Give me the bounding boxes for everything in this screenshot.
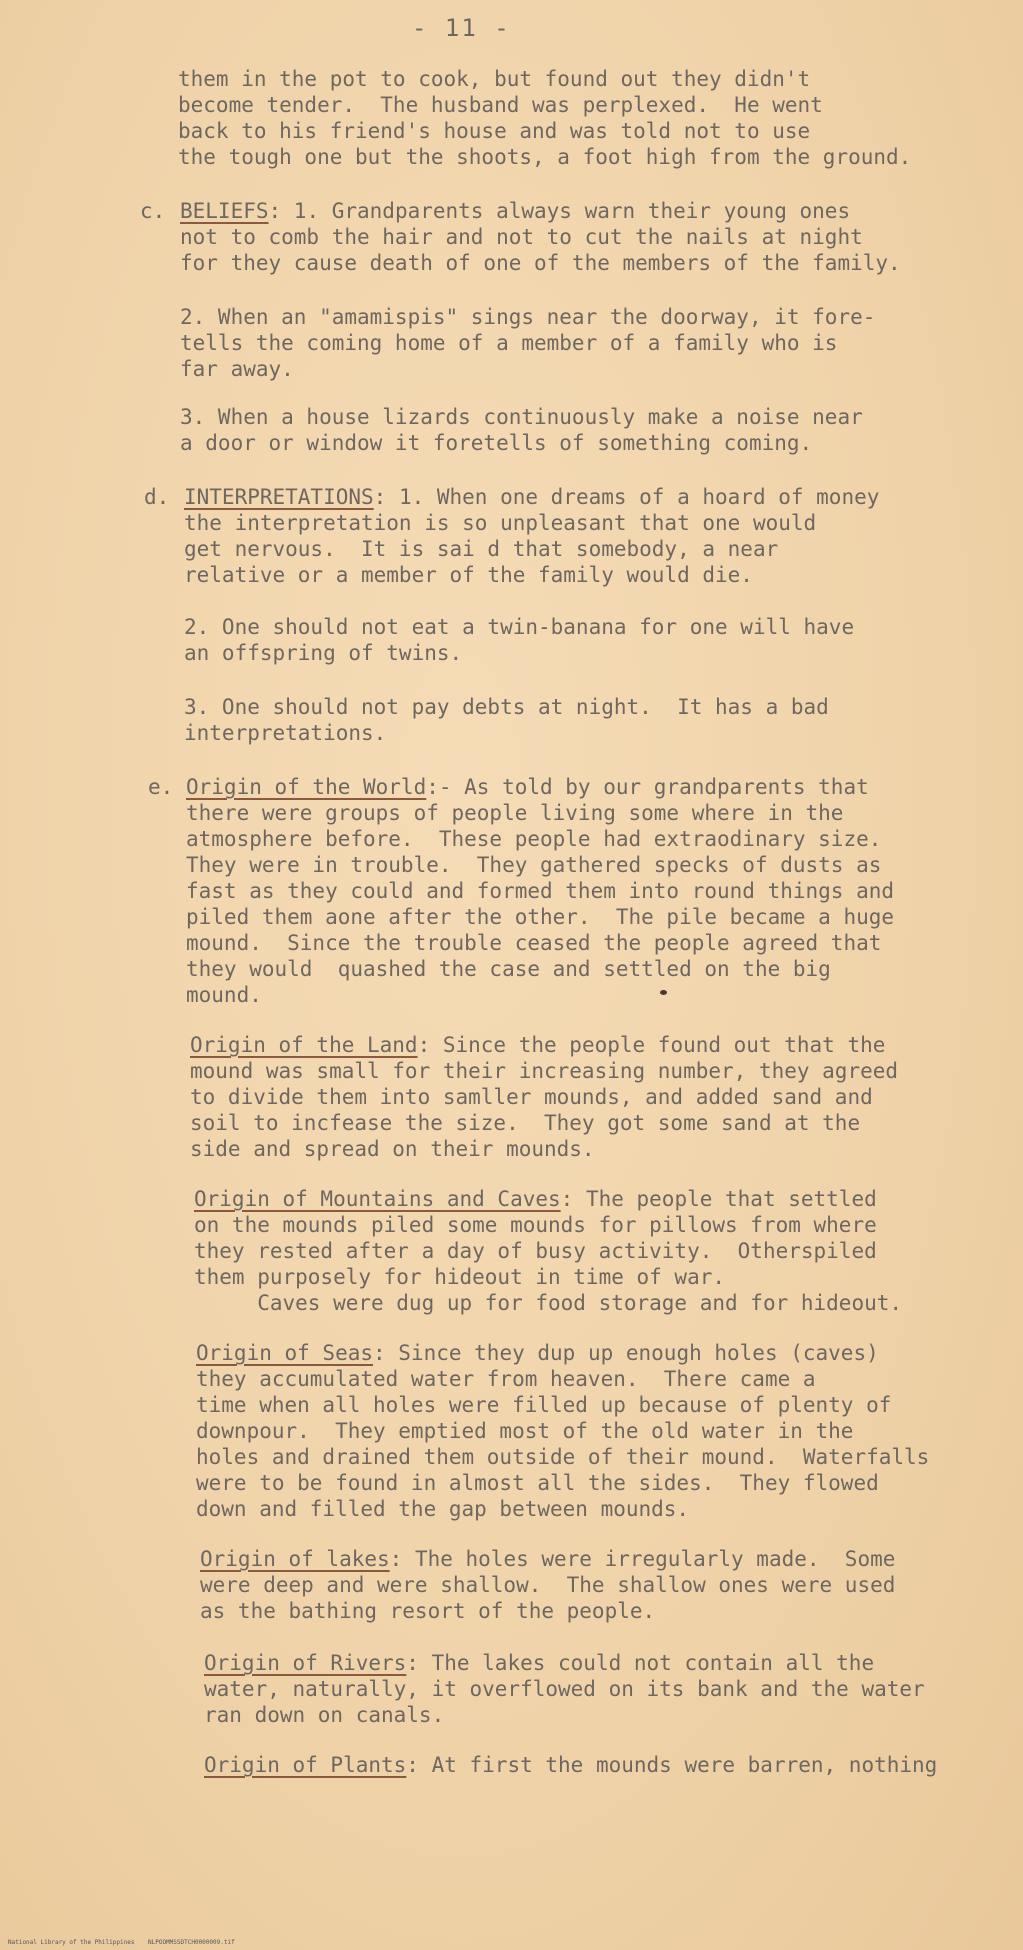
text-line: water, naturally, it overflowed on its bank and the water bbox=[204, 1677, 925, 1701]
text-line: relative or a member of the family would die. bbox=[184, 563, 753, 587]
text-line: 2. When an "amamispis" sings near the doorway, it fore- bbox=[180, 305, 876, 329]
text-line: get nervous. It is sai d that somebody, a near bbox=[184, 537, 779, 561]
text-line: them purposely for hideout in time of war. bbox=[194, 1265, 726, 1289]
text-line: : The people that settled bbox=[560, 1187, 877, 1211]
section-heading: Origin of Plants bbox=[204, 1753, 407, 1777]
text-line: them in the pot to cook, but found out they didn't bbox=[178, 67, 811, 91]
text-line: to divide them into samller mounds, and added sand and bbox=[190, 1085, 873, 1109]
text-line: downpour. They emptied most of the old water in the bbox=[196, 1419, 854, 1443]
text-line: far away. bbox=[180, 357, 294, 381]
section-heading: Origin of Mountains and Caves bbox=[194, 1187, 561, 1211]
text-line: 2. One should not eat a twin-banana for one will have bbox=[184, 615, 855, 639]
text-line: back to his friend's house and was told not to use bbox=[178, 119, 811, 143]
text-line: down and filled the gap between mounds. bbox=[196, 1497, 690, 1521]
section-heading: Origin of the World bbox=[186, 775, 427, 799]
text-line: there were groups of people living some where in the bbox=[186, 801, 844, 825]
ink-spot bbox=[660, 990, 667, 995]
text-line: mound. bbox=[186, 983, 262, 1007]
text-line: side and spread on their mounds. bbox=[190, 1137, 595, 1161]
text-line: the interpretation is so unpleasant that one would bbox=[184, 511, 817, 535]
text-line: : 1. Grandparents always warn their young ones bbox=[268, 199, 851, 223]
text-line: for they cause death of one of the members of the family. bbox=[180, 251, 901, 275]
section-heading: Origin of Rivers bbox=[204, 1651, 407, 1675]
text-line: on the mounds piled some mounds for pillows from where bbox=[194, 1213, 877, 1237]
text-line: a door or window it foretells of something coming. bbox=[180, 431, 813, 455]
footer-library: National Library of the Philippines bbox=[8, 1939, 135, 1946]
text-line: they would quashed the case and settled on the big bbox=[186, 957, 831, 981]
page-number: - 11 - bbox=[412, 14, 511, 42]
section-letter: e. bbox=[148, 775, 174, 799]
section-heading: Origin of the Land bbox=[190, 1033, 418, 1057]
text-line: were to be found in almost all the sides. They flowed bbox=[196, 1471, 879, 1495]
text-line: become tender. The husband was perplexed. He went bbox=[178, 93, 823, 117]
text-line: 3. When a house lizards continuously make a noise near bbox=[180, 405, 863, 429]
text-line: time when all holes were filled up because of plenty of bbox=[196, 1393, 892, 1417]
section-heading: Origin of Seas bbox=[196, 1341, 374, 1365]
section-letter: c. bbox=[140, 199, 166, 223]
text-line: ran down on canals. bbox=[204, 1703, 445, 1727]
text-line: : At first the mounds were barren, nothing bbox=[406, 1753, 938, 1777]
text-line: 3. One should not pay debts at night. It has a bad bbox=[184, 695, 829, 719]
text-line: : Since the people found out that the bbox=[417, 1033, 886, 1057]
text-line: mound was small for their increasing number, they agreed bbox=[190, 1059, 899, 1083]
text-line: the tough one but the shoots, a foot high from the ground. bbox=[178, 145, 912, 169]
text-line: piled them aone after the other. The pile became a huge bbox=[186, 905, 895, 929]
footer-filename: NLPOOMMSSDTCH0000009.tif bbox=[148, 1939, 235, 1946]
section-heading: Origin of lakes bbox=[200, 1547, 390, 1571]
text-line: they rested after a day of busy activity. Otherspiled bbox=[194, 1239, 877, 1263]
text-line: soil to incfease the size. They got some sand at the bbox=[190, 1111, 861, 1135]
text-line: mound. Since the trouble ceased the people agreed that bbox=[186, 931, 882, 955]
text-line: as the bathing resort of the people. bbox=[200, 1599, 656, 1623]
text-line: : The lakes could not contain all the bbox=[406, 1651, 875, 1675]
text-line: Caves were dug up for food storage and for hideout. bbox=[194, 1291, 903, 1315]
section-letter: d. bbox=[144, 485, 170, 509]
text-line: :- As told by our grandparents that bbox=[426, 775, 869, 799]
text-line: atmosphere before. These people had extraodinary size. bbox=[186, 827, 882, 851]
text-line: interpretations. bbox=[184, 721, 387, 745]
text-line: : The holes were irregularly made. Some bbox=[389, 1547, 896, 1571]
text-line: They were in trouble. They gathered specks of dusts as bbox=[186, 853, 882, 877]
section-heading: INTERPRETATIONS bbox=[184, 485, 374, 509]
text-line: : 1. When one dreams of a hoard of money bbox=[373, 485, 880, 509]
text-line: were deep and were shallow. The shallow ones were used bbox=[200, 1573, 896, 1597]
section-heading: BELIEFS bbox=[180, 199, 269, 223]
text-line: not to comb the hair and not to cut the nails at night bbox=[180, 225, 863, 249]
text-line: holes and drained them outside of their mound. Waterfalls bbox=[196, 1445, 930, 1469]
text-line: tells the coming home of a member of a family who is bbox=[180, 331, 838, 355]
text-line: : Since they dup up enough holes (caves) bbox=[373, 1341, 879, 1365]
text-line: fast as they could and formed them into round things and bbox=[186, 879, 895, 903]
text-line: an offspring of twins. bbox=[184, 641, 463, 665]
text-line: they accumulated water from heaven. There came a bbox=[196, 1367, 816, 1391]
